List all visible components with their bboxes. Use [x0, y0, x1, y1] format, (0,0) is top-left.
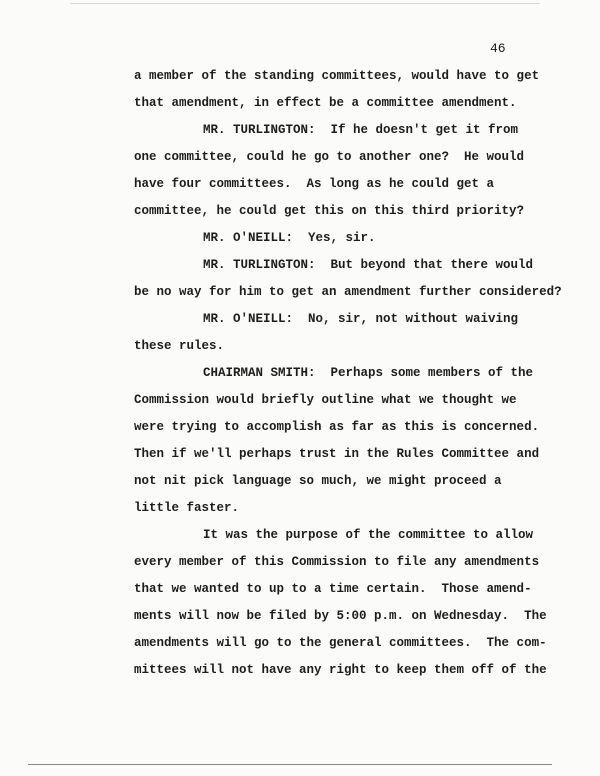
text-line-5: have four committees. As long as he could get a — [134, 177, 495, 191]
text-line-2: that amendment, in effect be a committee amendment. — [134, 96, 517, 110]
text-line-19: every member of this Commission to file any amendments — [134, 555, 540, 569]
text-line-13: Commission would briefly outline what we thought we — [134, 393, 517, 407]
text-line-16: not nit pick language so much, we might proceed a — [134, 474, 502, 488]
page-number: 46 — [490, 41, 506, 56]
top-edge-rule — [70, 3, 540, 4]
bottom-edge-rule — [28, 764, 552, 765]
speaker-line-oneill-1: MR. O'NEILL: Yes, sir. — [203, 231, 376, 245]
text-line-14: were trying to accomplish as far as this is concerned. — [134, 420, 540, 434]
speaker-line-chairman-smith: CHAIRMAN SMITH: Perhaps some members of the — [203, 366, 534, 380]
text-line-9: be no way for him to get an amendment further considered? — [134, 285, 562, 299]
text-line-22: amendments will go to the general committees. The com- — [134, 636, 547, 650]
speaker-line-turlington-2: MR. TURLINGTON: But beyond that there would — [203, 258, 534, 272]
text-line-15: Then if we'll perhaps trust in the Rules Committee and — [134, 447, 540, 461]
speaker-line-oneill-2: MR. O'NEILL: No, sir, not without waiving — [203, 312, 519, 326]
text-line-23: mittees will not have any right to keep them off of the — [134, 663, 547, 677]
text-line-11: these rules. — [134, 339, 225, 353]
text-line-1: a member of the standing committees, would have to get — [134, 69, 540, 83]
text-line-17: little faster. — [134, 501, 240, 515]
speaker-line-turlington-1: MR. TURLINGTON: If he doesn't get it from — [203, 123, 519, 137]
paragraph-start-line: It was the purpose of the committee to allow — [203, 528, 534, 542]
text-line-4: one committee, could he go to another one? He would — [134, 150, 525, 164]
text-line-21: ments will now be filed by 5:00 p.m. on Wednesday. The — [134, 609, 547, 623]
text-line-20: that we wanted to up to a time certain. Those amend- — [134, 582, 532, 596]
text-line-6: committee, he could get this on this third priority? — [134, 204, 525, 218]
